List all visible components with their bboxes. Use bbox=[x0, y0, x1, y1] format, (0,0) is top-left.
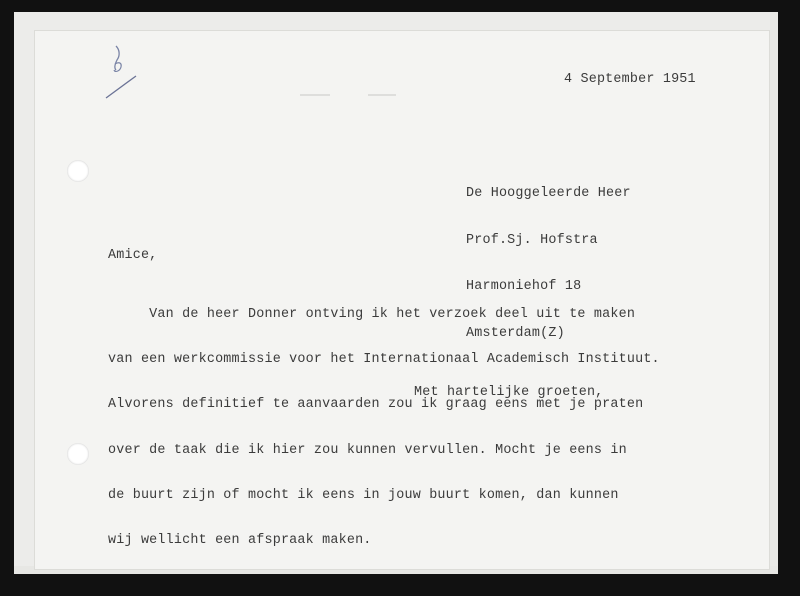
address-line: De Hooggeleerde Heer bbox=[466, 186, 631, 201]
handwritten-mark-icon bbox=[102, 40, 142, 104]
paper-edge-left bbox=[14, 12, 34, 572]
address-line: Prof.Sj. Hofstra bbox=[466, 232, 598, 248]
letter-body bbox=[108, 277, 660, 563]
paper-edge-right bbox=[770, 12, 778, 572]
paper-smudge bbox=[300, 94, 330, 96]
paper-edge-top bbox=[14, 12, 778, 30]
letter-date: 4 September 1951 bbox=[564, 72, 696, 87]
address-line: Amsterdam(Z) bbox=[466, 325, 565, 341]
address-line: Harmoniehof 18 bbox=[466, 279, 582, 295]
closing: Met hartelijke groeten, bbox=[414, 385, 604, 400]
punch-hole-bottom bbox=[67, 443, 89, 465]
salutation: Amice, bbox=[108, 248, 158, 263]
body-line: van een werkcommissie voor het Internationaal Academisch Instituut. bbox=[108, 352, 660, 368]
body-line: Alvorens definitief te aanvaarden zou ik graag eens met je praten bbox=[108, 397, 644, 413]
body-line: wij wellicht een afspraak maken. bbox=[108, 533, 372, 549]
body-line: Van de heer Donner ontving ik het verzoek deel uit te maken bbox=[108, 307, 636, 322]
paper-smudge bbox=[368, 94, 396, 96]
punch-hole-top bbox=[67, 160, 89, 182]
body-line: over de taak die ik hier zou kunnen vervullen. Mocht je eens in bbox=[108, 442, 627, 458]
body-line: de buurt zijn of mocht ik eens in jouw buurt komen, dan kunnen bbox=[108, 487, 619, 503]
